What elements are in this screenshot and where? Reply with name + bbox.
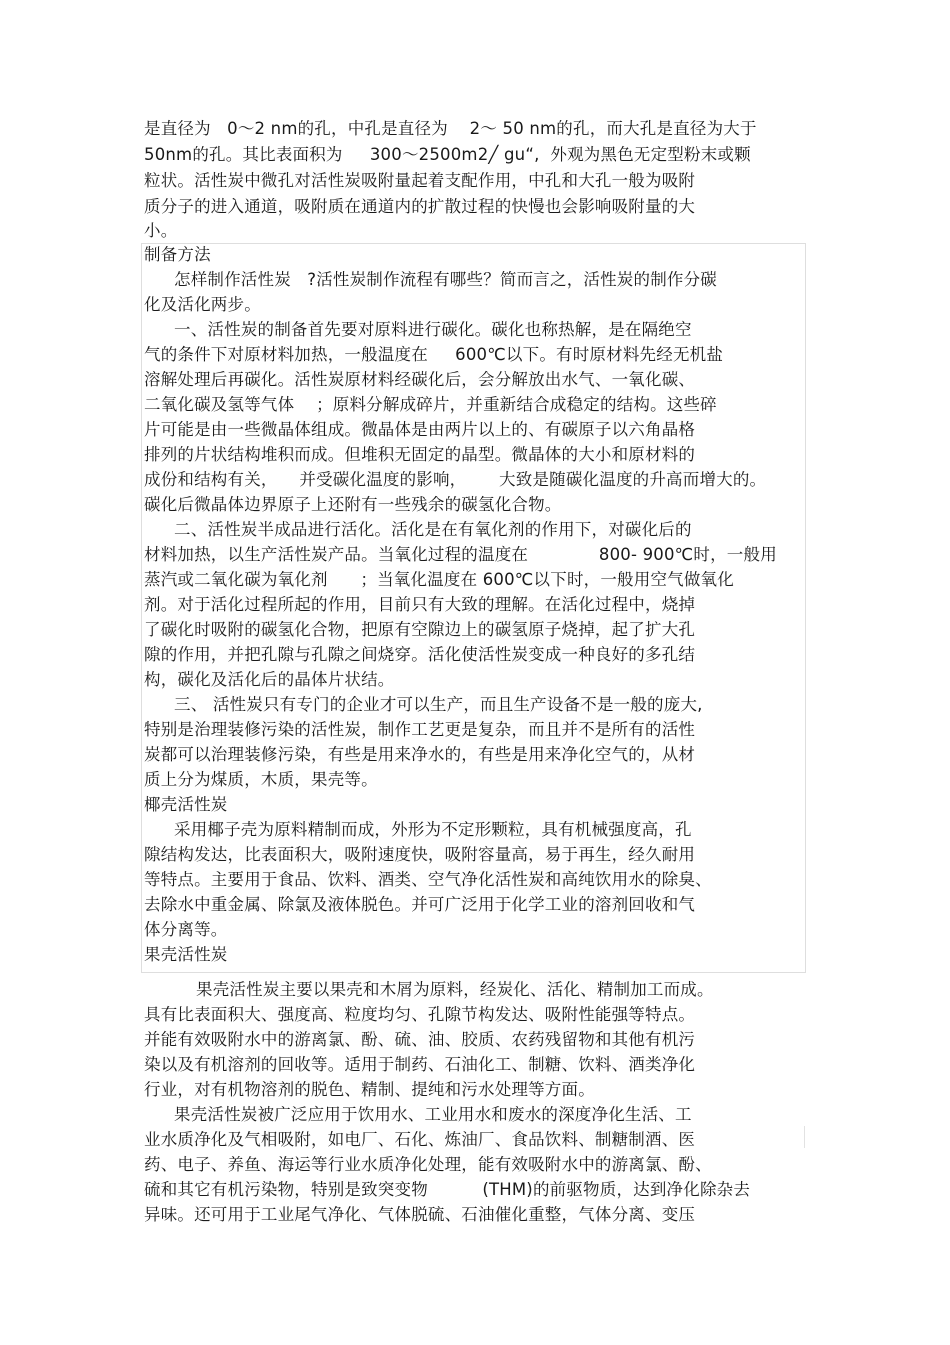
fruitshell-line: 果壳活性炭主要以果壳和木屑为原料，经炭化、活化、精制加工而成。 (196, 980, 714, 999)
fruitshell-line: 异味。还可用于工业尾气净化、气体脱硫、石油催化重整，气体分离、变压 (144, 1205, 696, 1224)
step1-line: 排列的片状结构堆积而成。但堆积无固定的晶型。微晶体的大小和原材料的 (144, 445, 696, 464)
preparation-intro-line: 化及活化两步。 (144, 295, 261, 314)
intro-line: 50nm的孔。其比表面积为 300～2500m2╱ gu“, 外观为黑色无定型粉末或颗 (144, 145, 751, 164)
step2-line: 隙的作用，并把孔隙与孔隙之间烧穿。活化使活性炭变成一种良好的多孔结 (144, 645, 696, 664)
step1-line: 气的条件下对原材料加热，一般温度在 600℃以下。有时原材料先经无机盐 (144, 345, 724, 364)
fruitshell-line: 业水质净化及气相吸附，如电厂、石化、炼油厂、食品饮料、制糖制酒、医 (144, 1130, 696, 1149)
preparation-intro-line: 怎样制作活性炭 ?活性炭制作流程有哪些？简而言之，活性炭的制作分碳 (174, 270, 717, 289)
section-heading-preparation: 制备方法 (144, 245, 211, 264)
step2-line: 了碳化时吸附的碳氢化合物，把原有空隙边上的碳氢原子烧掉，起了扩大孔 (144, 620, 696, 639)
coconut-line: 体分离等。 (144, 920, 228, 939)
step1-line: 二氧化碳及氢等气体 ；原料分解成碎片，并重新结合成稳定的结构。这些碎 (144, 395, 717, 414)
step2-line: 剂。对于活化过程所起的作用，目前只有大致的理解。在活化过程中，烧掉 (144, 595, 696, 614)
step3-line: 质上分为煤质，木质，果壳等。 (144, 770, 378, 789)
step1-line: 溶解处理后再碳化。活性炭原材料经碳化后，会分解放出水气、一氧化碳、 (144, 370, 696, 389)
coconut-line: 隙结构发达，比表面积大，吸附速度快，吸附容量高，易于再生，经久耐用 (144, 845, 696, 864)
intro-line: 粒状。活性炭中微孔对活性炭吸附量起着支配作用，中孔和大孔一般为吸附 (144, 171, 696, 190)
fruitshell-line: 并能有效吸附水中的游离氯、酚、硫、油、胶质、农药残留物和其他有机污 (144, 1030, 696, 1049)
coconut-line: 去除水中重金属、除氯及液体脱色。并可广泛用于化学工业的溶剂回收和气 (144, 895, 696, 914)
step1-line: 一、活性炭的制备首先要对原料进行碳化。碳化也称热解，是在隔绝空 (174, 320, 692, 339)
step3-line: 三、 活性炭只有专门的企业才可以生产，而且生产设备不是一般的庞大, (174, 695, 703, 714)
coconut-line: 等特点。主要用于食品、饮料、酒类、空气净化活性炭和高纯饮用水的除臭、 (144, 870, 712, 889)
step1-line: 片可能是由一些微晶体组成。微晶体是由两片以上的、有碳原子以六角晶格 (144, 420, 696, 439)
margin-mark (804, 1126, 805, 1148)
fruitshell-line: 药、电子、养鱼、海运等行业水质净化处理，能有效吸附水中的游离氯、酚、 (144, 1155, 712, 1174)
step1-line: 成份和结构有关， 并受碳化温度的影响， 大致是随碳化温度的升高而增大的。 (144, 470, 767, 489)
fruitshell-line: 果壳活性炭被广泛应用于饮用水、工业用水和废水的深度净化生活、工 (174, 1105, 692, 1124)
step2-line: 构，碳化及活化后的晶体片状结。 (144, 670, 395, 689)
fruitshell-line: 具有比表面积大、强度高、粒度均匀、孔隙节构发达、吸附性能强等特点。 (144, 1005, 696, 1024)
step2-line: 二、活性炭半成品进行活化。活化是在有氧化剂的作用下，对碳化后的 (174, 520, 692, 539)
step1-line: 碳化后微晶体边界原子上还附有一些残余的碳氢化合物。 (144, 495, 562, 514)
step2-line: 蒸汽或二氧化碳为氧化剂 ；当氧化温度在 600℃以下时，一般用空气做氧化 (144, 570, 734, 589)
fruitshell-line: 硫和其它有机污染物，特别是致突变物 (THM)的前驱物质，达到净化除杂去 (144, 1180, 751, 1199)
step3-line: 特别是治理装修污染的活性炭，制作工艺更是复杂，而且并不是所有的活性 (144, 720, 696, 739)
intro-line: 质分子的进入通道，吸附质在通道内的扩散过程的快慢也会影响吸附量的大 (144, 197, 696, 216)
intro-line: 是直径为 0～2 nm的孔，中孔是直径为 2～ 50 nm的孔，而大孔是直径为大于 (144, 119, 757, 138)
step3-line: 炭都可以治理装修污染，有些是用来净水的，有些是用来净化空气的，从材 (144, 745, 696, 764)
section-heading-fruitshell: 果壳活性炭 (144, 945, 228, 964)
fruitshell-line: 染以及有机溶剂的回收等。适用于制药、石油化工、制糖、饮料、酒类净化 (144, 1055, 696, 1074)
step2-line: 材料加热，以生产活性炭产品。当氧化过程的温度在 800- 900℃时，一般用 (144, 545, 777, 564)
section-heading-coconut: 椰壳活性炭 (144, 795, 228, 814)
coconut-line: 采用椰子壳为原料精制而成，外形为不定形颗粒，具有机械强度高，孔 (174, 820, 692, 839)
fruitshell-line: 行业，对有机物溶剂的脱色、精制、提纯和污水处理等方面。 (144, 1080, 595, 1099)
intro-line: 小。 (144, 221, 178, 240)
